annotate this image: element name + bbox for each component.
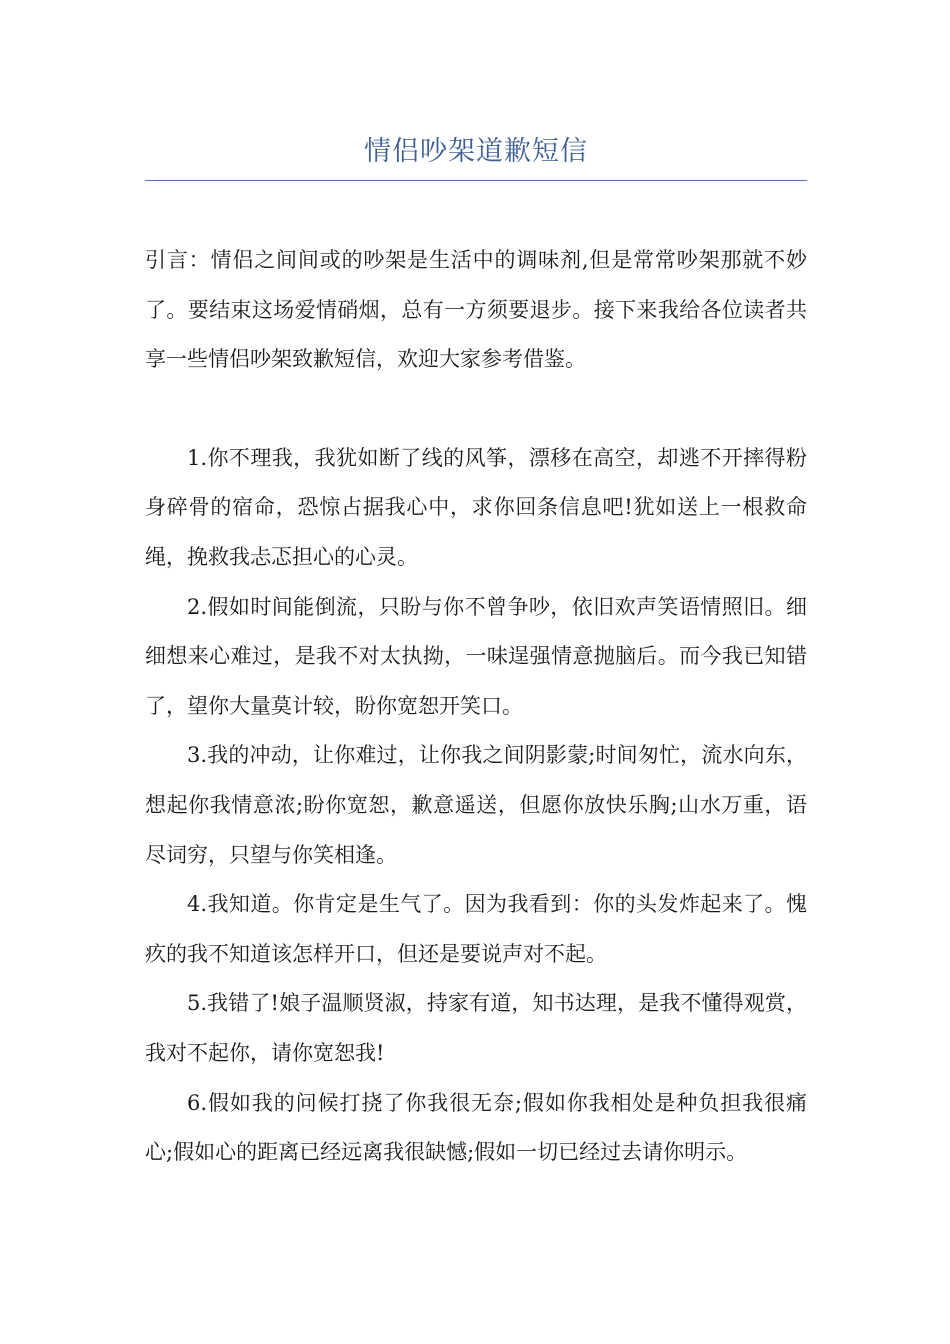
document-body <box>145 236 807 1178</box>
message-item-5: 5.我错了!娘子温顺贤淑，持家有道，知书达理，是我不懂得观赏，我对不起你，请你宽恕我! <box>145 991 807 1065</box>
page-title: 情侣吵架道歉短信 <box>364 136 588 167</box>
message-item-3: 3.我的冲动，让你难过，让你我之间阴影蒙;时间匆忙，流水向东，想起你我情意浓;盼你宽恕，歉意遥送，但愿你放快乐胸;山水万重，语尽词穷，只望与你笑相逢。 <box>145 743 807 867</box>
paragraph-spacer <box>145 385 807 434</box>
message-item-1: 1.你不理我，我犹如断了线的风筝，漂移在高空，却逃不开摔得粉身碎骨的宿命，恐惊占据我心中，求你回条信息吧!犹如送上一根救命绳，挽救我忐忑担心的心灵。 <box>145 445 807 569</box>
intro-paragraph: 引言：情侣之间间或的吵架是生活中的调味剂,但是常常吵架那就不妙了。要结束这场爱情硝烟，总有一方须要退步。接下来我给各位读者共享一些情侣吵架致歉短信，欢迎大家参考借鉴。 <box>145 248 807 372</box>
title-underline <box>145 180 807 181</box>
message-item-2: 2.假如时间能倒流，只盼与你不曾争吵，依旧欢声笑语情照旧。细细想来心难过，是我不对太执拗，一味逞强情意抛脑后。而今我已知错了，望你大量莫计较，盼你宽恕开笑口。 <box>145 594 807 718</box>
message-item-4: 4.我知道。你肯定是生气了。因为我看到：你的头发炸起来了。愧疚的我不知道该怎样开口，但还是要说声对不起。 <box>145 892 807 966</box>
message-item-6: 6.假如我的问候打挠了你我很无奈;假如你我相处是种负担我很痛心;假如心的距离已经远离我很缺憾;假如一切已经过去请你明示。 <box>145 1090 807 1165</box>
